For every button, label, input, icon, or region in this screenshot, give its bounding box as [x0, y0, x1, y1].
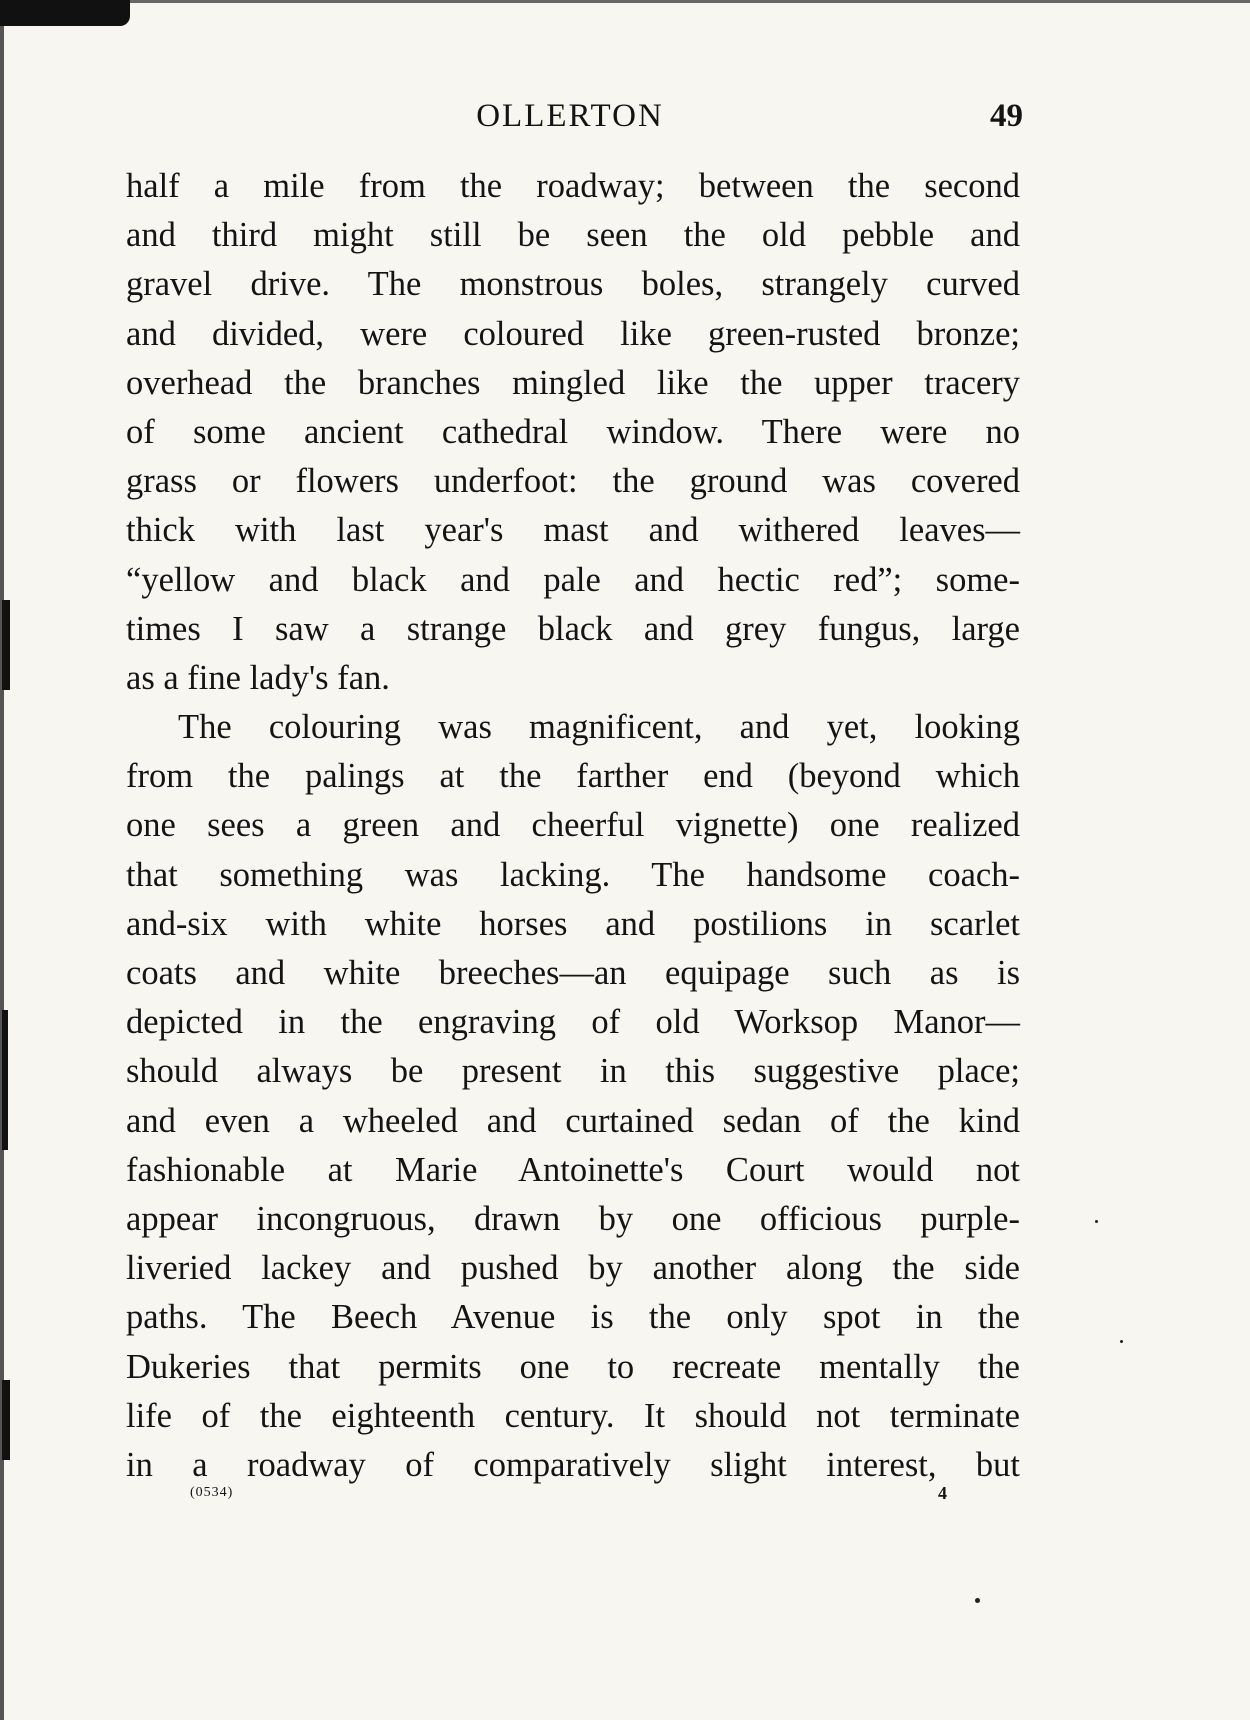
- text-line: grass or flowers underfoot: the ground was covered: [126, 462, 1020, 501]
- signature-code: (0534): [190, 1485, 234, 1500]
- text-line: gravel drive. The monstrous boles, strangely curved: [126, 265, 1020, 304]
- text-line: as a fine lady's fan.: [126, 658, 390, 697]
- text-line: depicted in the engraving of old Worksop Manor—: [126, 1003, 1020, 1042]
- text-line: “yellow and black and pale and hectic red”; some-: [126, 560, 1020, 599]
- text-line: life of the eighteenth century. It should not terminate: [126, 1396, 1020, 1435]
- text-line: The colouring was magnificent, and yet, looking: [178, 708, 1020, 747]
- scan-corner-mark: [0, 0, 130, 26]
- text-line: liveried lackey and pushed by another along the side: [126, 1249, 1020, 1288]
- text-line: fashionable at Marie Antoinette's Court would not: [126, 1150, 1020, 1189]
- signature-number: 4: [938, 1483, 947, 1503]
- text-line: paths. The Beech Avenue is the only spot in the: [126, 1298, 1020, 1337]
- text-line: appear incongruous, drawn by one officious purple-: [126, 1199, 1020, 1238]
- paragraph: [126, 162, 1020, 703]
- scan-margin-mark: [2, 1380, 10, 1460]
- text-line: and-six with white horses and postilions in scarlet: [126, 904, 1020, 943]
- text-line: and third might still be seen the old pebble and: [126, 216, 1020, 255]
- text-line: should always be present in this suggestive place;: [126, 1052, 1020, 1091]
- page-header: [120, 90, 1023, 150]
- scan-speck: [1095, 1220, 1098, 1223]
- text-line: overhead the branches mingled like the upper tracery: [126, 363, 1020, 402]
- text-line: and divided, were coloured like green-rusted bronze;: [126, 314, 1020, 353]
- text-line: one sees a green and cheerful vignette) one realized: [126, 806, 1020, 845]
- body-text: [126, 162, 1020, 1490]
- text-line: times I saw a strange black and grey fungus, large: [126, 609, 1020, 648]
- scan-speck: [975, 1598, 980, 1603]
- scan-margin-mark: [2, 1010, 8, 1150]
- text-line: from the palings at the farther end (beyond which: [126, 757, 1020, 796]
- paragraph: [126, 703, 1020, 1490]
- text-line: coats and white breeches—an equipage such as is: [126, 954, 1020, 992]
- scan-top-edge: [0, 0, 1250, 3]
- text-line: in a roadway of comparatively slight interest, but: [126, 1445, 1020, 1484]
- running-title: OLLERTON: [476, 98, 664, 134]
- text-line: half a mile from the roadway; between the second: [126, 167, 1020, 205]
- text-line: Dukeries that permits one to recreate mentally the: [126, 1347, 1020, 1386]
- scan-margin-mark: [2, 600, 10, 690]
- scan-speck: [1120, 1340, 1123, 1343]
- text-line: of some ancient cathedral window. There were no: [126, 412, 1020, 451]
- page-number: 49: [990, 98, 1023, 134]
- text-line: and even a wheeled and curtained sedan of the kind: [126, 1101, 1020, 1140]
- text-line: thick with last year's mast and withered leaves—: [126, 511, 1020, 550]
- text-line: that something was lacking. The handsome coach-: [126, 855, 1020, 894]
- scan-left-edge: [0, 0, 4, 1720]
